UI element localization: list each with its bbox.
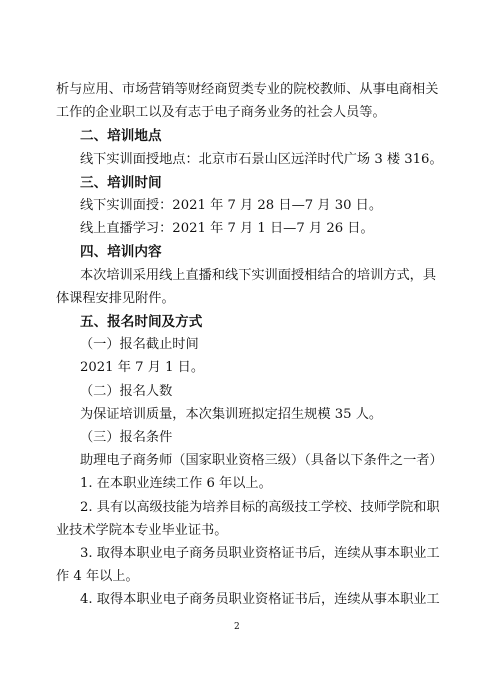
subheading-enrollment: （二）报名人数 [80, 383, 173, 399]
section-heading-location: 二、培训地点 [80, 128, 162, 145]
section-heading-registration: 五、报名时间及方式 [80, 314, 203, 330]
body-text-line: 析与应用、市场营销等财经商贸类专业的院校教师、从事电商相关 [56, 82, 439, 97]
condition-item: 3. 取得本职业电子商务员职业资格证书后，连续从事本职业工 [80, 546, 440, 561]
body-text-line: 2021 年 7 月 1 日。 [80, 360, 205, 376]
subheading-deadline: （一）报名截止时间 [80, 337, 199, 353]
body-text-line: 作 4 年以上。 [56, 569, 139, 585]
body-text-line: 线下实训面授地点：北京市石景山区远洋时代广场 3 楼 316。 [80, 151, 443, 167]
body-text-line: 线上直播学习：2021 年 7 月 1 日—7 月 26 日。 [80, 221, 374, 237]
body-text-line: 本次培训采用线上直播和线下实训面授相结合的培训方式，具 [80, 267, 437, 283]
condition-item: 2. 具有以高级技能为培养目标的高级技工学校、技师学院和职 [80, 499, 440, 515]
section-heading-time: 三、培训时间 [80, 174, 162, 191]
body-text-line: 为保证培训质量，本次集训班拟定招生规模 35 人。 [80, 406, 383, 422]
body-text-line: 线下实训面授：2021 年 7 月 28 日—7 月 30 日。 [80, 198, 383, 213]
condition-item: 1. 在本职业连续工作 6 年以上。 [80, 476, 272, 492]
body-text-line: 助理电子商务师（国家职业资格三级）（具备以下条件之一者） [80, 453, 443, 469]
subheading-conditions: （三）报名条件 [80, 430, 173, 445]
body-text-line: 业技术学院本专业毕业证书。 [56, 522, 228, 538]
condition-item: 4. 取得本职业电子商务员职业资格证书后，连续从事本职业工 [80, 592, 440, 608]
section-heading-content: 四、培训内容 [80, 244, 162, 261]
body-text-line: 体课程安排见附件。 [56, 290, 175, 306]
body-text-line: 工作的企业职工以及有志于电子商务业务的社会人员等。 [56, 105, 386, 121]
page-number: 2 [234, 622, 240, 632]
